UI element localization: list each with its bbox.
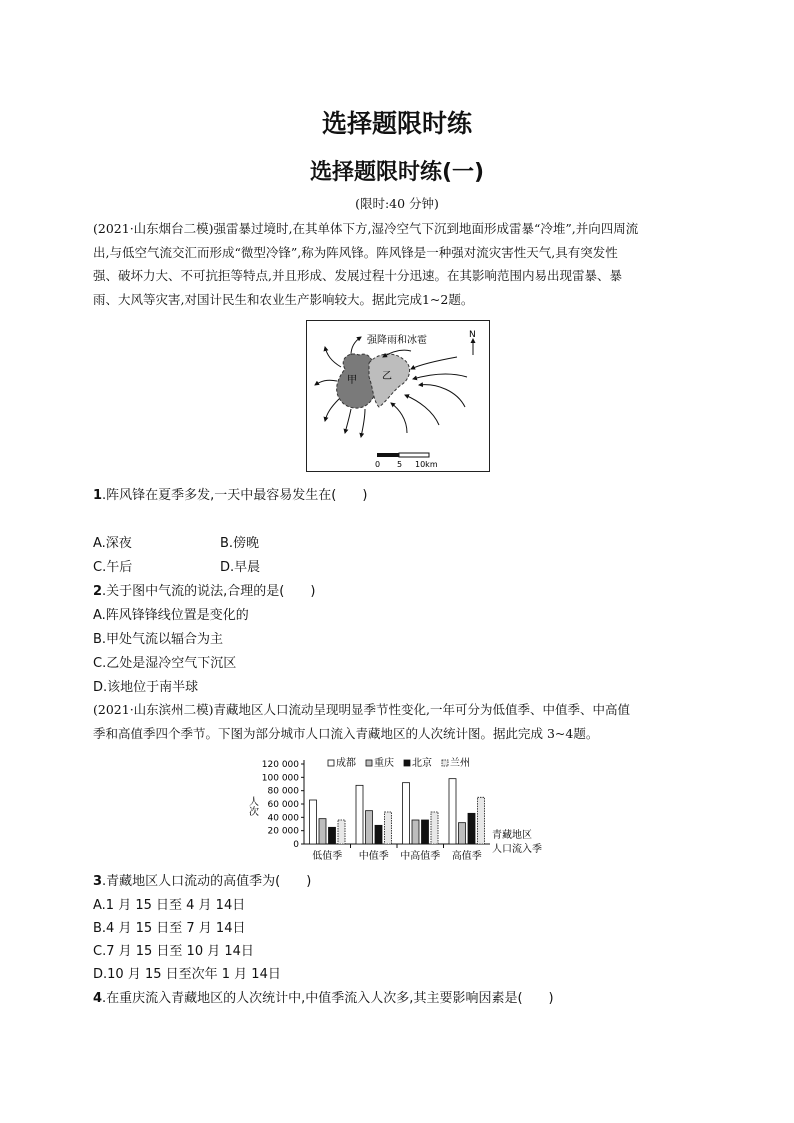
q2-option-d: D.该地位于南半球 [93, 680, 199, 695]
scale-10km: 10km [415, 460, 438, 469]
legend-label: 成都 [336, 758, 356, 769]
question-2-stem [93, 580, 315, 599]
bar [356, 785, 363, 844]
question-3-stem [93, 870, 311, 889]
legend-label: 北京 [412, 758, 432, 769]
page-title: 选择题限时练 [321, 109, 472, 138]
gust-front-map [306, 320, 490, 472]
legend-swatch [404, 760, 410, 766]
bar [375, 825, 382, 844]
y-tick-label: 0 [293, 840, 299, 850]
passage-1 [93, 217, 697, 311]
question-2-number: 2 [93, 584, 103, 599]
bar [459, 823, 466, 844]
x-axis-label-line-2: 人口流入季 [492, 844, 542, 855]
passage-2-line: 季和高值季四个季节。下图为部分城市人口流入青藏地区的人次统计图。据此完成 3~4题。 [93, 725, 599, 741]
q1-option-b: B.傍晚 [220, 536, 260, 551]
y-tick-label: 40 000 [267, 813, 299, 824]
y-axis-label: 人次 [246, 796, 258, 816]
legend-swatch [366, 760, 372, 766]
section-title: 选择题限时练(一) [309, 160, 485, 185]
passage-2-line: (2021·山东滨州二模)青藏地区人口流动呈现明显季节性变化,一年可分为低值季、中值季、中高值 [93, 702, 631, 717]
bar [338, 820, 345, 844]
scale-5: 5 [397, 460, 403, 469]
population-flow-chart [240, 752, 560, 864]
yi-label: 乙 [382, 371, 392, 382]
scale-0: 0 [375, 460, 381, 469]
bar [329, 827, 336, 844]
gust-front-map-svg [307, 321, 489, 471]
question-3-number: 3 [93, 874, 103, 889]
bar [403, 783, 410, 844]
bar [310, 800, 317, 844]
q2-option-b: B.甲处气流以辐合为主 [93, 632, 224, 647]
q3-option-d: D.10 月 15 日至次年 1 月 14日 [93, 967, 281, 982]
question-3-text: .青藏地区人口流动的高值季为( ) [102, 874, 312, 889]
bar [431, 812, 438, 844]
x-tick-label: 中高值季 [400, 851, 441, 862]
question-4-text: .在重庆流入青藏地区的人次统计中,中值季流入人次多,其主要影响因素是( ) [102, 991, 554, 1006]
x-axis-label-line-1: 青藏地区 [492, 830, 532, 841]
bar [366, 811, 373, 844]
y-tick-label: 20 000 [267, 826, 299, 837]
time-limit: (限时:40 分钟) [355, 196, 439, 211]
passage-2 [93, 698, 697, 745]
passage-1-line: 雨、大风等灾害,对国计民生和农业生产影响较大。据此完成1~2题。 [93, 291, 474, 307]
jia-label: 甲 [347, 375, 357, 386]
y-tick-label: 120 000 [261, 760, 299, 770]
scale-bar-dark [377, 453, 399, 457]
passage-1-line: 强、破坏力大、不可抗拒等特点,并且形成、发展过程十分迅速。在其影响范围内易出现雷暴、暴 [93, 268, 622, 283]
q2-option-c: C.乙处是湿冷空气下沉区 [93, 656, 237, 671]
population-flow-chart-svg [240, 752, 560, 864]
scale-bar-light [399, 453, 429, 457]
legend-label: 重庆 [374, 758, 394, 769]
legend-label: 兰州 [450, 758, 470, 769]
q1-option-c: C.午后 [93, 560, 133, 575]
rain-hail-label: 强降雨和冰雹 [367, 335, 427, 346]
question-4-number: 4 [93, 991, 103, 1006]
bar [422, 820, 429, 844]
bar [385, 812, 392, 844]
question-2-text: .关于图中气流的说法,合理的是( ) [102, 584, 316, 599]
x-tick-label: 低值季 [312, 851, 343, 862]
legend-swatch [442, 760, 448, 766]
question-1-number: 1 [93, 488, 103, 503]
passage-1-line: 出,与低空气流交汇而形成“微型冷锋”,称为阵风锋。阵风锋是一种强对流灾害性天气,具有突发性 [93, 244, 618, 260]
bar [468, 813, 475, 844]
passage-1-line: (2021·山东烟台二模)强雷暴过境时,在其单体下方,湿冷空气下沉到地面形成雷暴“冷堆”,并向四周流 [93, 221, 639, 236]
q1-option-a: A.深夜 [93, 536, 132, 551]
bar [449, 779, 456, 844]
bar [478, 797, 485, 844]
bar [319, 819, 326, 844]
q3-option-a: A.1 月 15 日至 4 月 14日 [93, 898, 246, 913]
q3-option-b: B.4 月 15 日至 7 月 14日 [93, 921, 246, 936]
question-4-stem [93, 987, 554, 1006]
x-tick-label: 中值季 [358, 851, 389, 862]
q1-option-d: D.早晨 [220, 560, 261, 575]
question-1-text: .阵风锋在夏季多发,一天中最容易发生在( ) [102, 488, 368, 503]
legend-swatch [328, 760, 334, 766]
y-tick-label: 60 000 [267, 800, 299, 810]
x-tick-label: 高值季 [451, 851, 482, 862]
bar [412, 820, 419, 844]
y-tick-label: 100 000 [261, 773, 299, 784]
q3-option-c: C.7 月 15 日至 10 月 14日 [93, 944, 254, 959]
question-1-stem [93, 484, 367, 503]
y-tick-label: 80 000 [267, 786, 299, 797]
north-label: N [469, 330, 476, 340]
q2-option-a: A.阵风锋锋线位置是变化的 [93, 608, 249, 623]
